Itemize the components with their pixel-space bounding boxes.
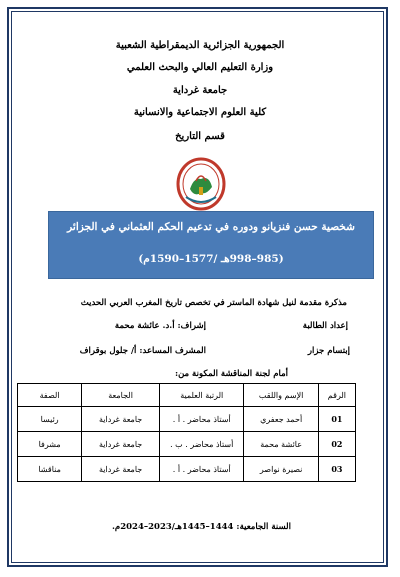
cell-name: أحمد جعفري — [244, 407, 318, 432]
committee-heading: أمام لجنة المناقشة المكونة من: — [174, 369, 288, 379]
faculty-name: كلية العلوم الاجتماعية والانسانية — [133, 107, 267, 118]
table-row — [18, 457, 356, 482]
university-logo — [176, 157, 226, 211]
col-number: الرقم — [318, 384, 355, 407]
cell-university: جامعة غرداية — [82, 407, 160, 432]
assistant-supervisor: المشرف المساعد: أ/ جلول بوقراف — [79, 346, 206, 356]
col-role: الصفة — [18, 384, 82, 407]
col-rank: الرتبة العلمية — [159, 384, 244, 407]
cell-university: جامعة غرداية — [82, 457, 160, 482]
col-university: الجامعة — [82, 384, 160, 407]
cell-number: 01 — [318, 407, 355, 432]
cell-rank: أستاذ محاضر . ب . — [159, 432, 244, 457]
cell-name: نصيرة نواصر — [244, 457, 318, 482]
cell-rank: أستاذ محاضر . أ . — [159, 407, 244, 432]
cell-number: 03 — [318, 457, 355, 482]
committee-table — [17, 383, 356, 482]
thesis-title-banner — [48, 211, 374, 279]
memo-statement: مذكرة مقدمة لنيل شهادة الماستر في تخصص تاريخ المغرب العربي الحديث — [80, 298, 347, 308]
table-header-row — [18, 384, 356, 407]
university-name: جامعة غرداية — [172, 85, 228, 96]
table-row — [18, 407, 356, 432]
academic-year: السنة الجامعية: 1444–1445هـ/2023–2024م. — [111, 522, 291, 532]
cell-name: عائشة محمة — [244, 432, 318, 457]
student-label: إعداد الطالبة — [302, 321, 348, 331]
cell-number: 02 — [318, 432, 355, 457]
thesis-title: شخصية حسن فنزيانو ودوره في تدعيم الحكم العثماني في الجزائر — [67, 221, 355, 233]
student-name: إبتسام جزار — [307, 346, 350, 356]
cell-role: رئيسا — [18, 407, 82, 432]
col-name: الإسم واللقب — [244, 384, 318, 407]
cell-role: مناقشا — [18, 457, 82, 482]
department-name: قسم التاريخ — [175, 131, 225, 142]
table-row — [18, 432, 356, 457]
supervisor: إشراف: أ.د. عائشة محمة — [114, 321, 206, 331]
cell-university: جامعة غرداية — [82, 432, 160, 457]
republic-name: الجمهورية الجزائرية الديمقراطية الشعبية — [115, 40, 285, 51]
cell-role: مشرفا — [18, 432, 82, 457]
thesis-dates: (985–998هـ /1577–1590م) — [138, 253, 284, 265]
ministry-name: وزارة التعليم العالي والبحث العلمي — [126, 62, 274, 73]
cell-rank: أستاذ محاضر . أ . — [159, 457, 244, 482]
